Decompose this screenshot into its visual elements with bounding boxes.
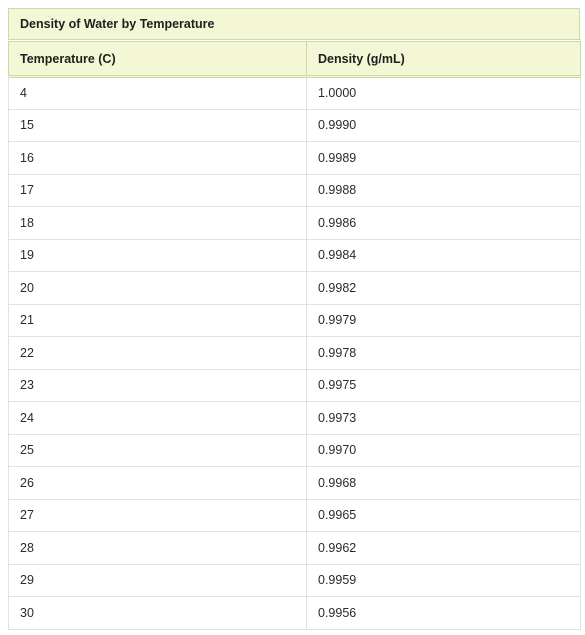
table-row (9, 467, 581, 500)
density-cell: 0.9959 (307, 564, 581, 597)
temperature-cell: 30 (9, 597, 307, 630)
table-row (9, 564, 581, 597)
temperature-cell: 17 (9, 174, 307, 207)
density-cell: 0.9975 (307, 369, 581, 402)
density-cell: 0.9962 (307, 532, 581, 565)
density-cell: 0.9970 (307, 434, 581, 467)
density-table (8, 39, 581, 630)
density-cell: 0.9988 (307, 174, 581, 207)
table-row (9, 272, 581, 305)
density-cell: 0.9979 (307, 304, 581, 337)
density-table-container (8, 8, 580, 630)
density-cell: 0.9984 (307, 239, 581, 272)
temperature-cell: 29 (9, 564, 307, 597)
temperature-cell: 23 (9, 369, 307, 402)
temperature-cell: 22 (9, 337, 307, 370)
density-column-header: Density (g/mL) (307, 41, 581, 77)
density-cell: 0.9956 (307, 597, 581, 630)
table-header-row (9, 41, 581, 77)
temperature-cell: 15 (9, 109, 307, 142)
density-cell: 0.9986 (307, 207, 581, 240)
table-caption: Density of Water by Temperature (8, 8, 580, 39)
table-row (9, 109, 581, 142)
table-row (9, 207, 581, 240)
table-row (9, 174, 581, 207)
density-cell: 0.9978 (307, 337, 581, 370)
temperature-cell: 21 (9, 304, 307, 337)
table-row (9, 434, 581, 467)
table-row (9, 499, 581, 532)
density-cell: 0.9965 (307, 499, 581, 532)
table-row (9, 402, 581, 435)
table-row (9, 77, 581, 110)
table-row (9, 337, 581, 370)
density-cell: 0.9989 (307, 142, 581, 175)
temperature-cell: 16 (9, 142, 307, 175)
temperature-cell: 27 (9, 499, 307, 532)
table-row (9, 304, 581, 337)
density-cell: 0.9968 (307, 467, 581, 500)
temperature-cell: 19 (9, 239, 307, 272)
temperature-cell: 24 (9, 402, 307, 435)
temperature-column-header: Temperature (C) (9, 41, 307, 77)
temperature-cell: 18 (9, 207, 307, 240)
temperature-cell: 28 (9, 532, 307, 565)
table-row (9, 369, 581, 402)
density-cell: 1.0000 (307, 77, 581, 110)
table-row (9, 532, 581, 565)
table-row (9, 142, 581, 175)
temperature-cell: 20 (9, 272, 307, 305)
table-row (9, 239, 581, 272)
temperature-cell: 25 (9, 434, 307, 467)
density-cell: 0.9973 (307, 402, 581, 435)
temperature-cell: 26 (9, 467, 307, 500)
density-cell: 0.9982 (307, 272, 581, 305)
table-row (9, 597, 581, 630)
density-cell: 0.9990 (307, 109, 581, 142)
temperature-cell: 4 (9, 77, 307, 110)
